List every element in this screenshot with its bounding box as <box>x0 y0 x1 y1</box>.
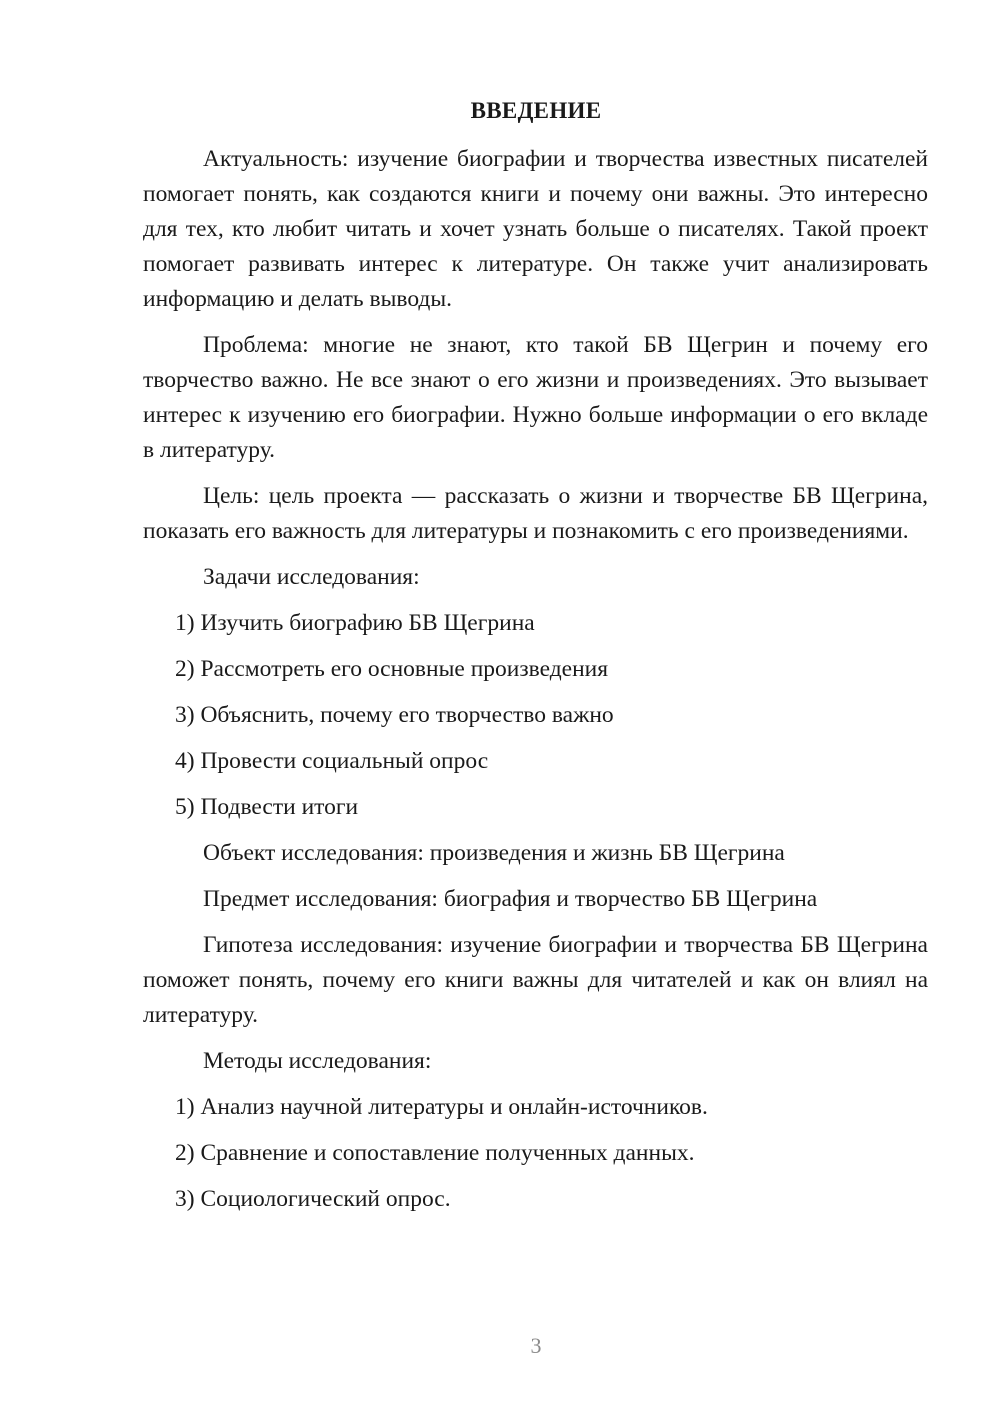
methods-label: Методы исследования: <box>203 1048 432 1074</box>
method-item: 3) Социологический опрос. <box>175 1186 451 1212</box>
method-item: 2) Сравнение и сопоставление полученных данных. <box>175 1140 695 1166</box>
task-item: 3) Объяснить, почему его творчество важно <box>175 702 614 728</box>
research-object: Объект исследования: произведения и жизнь БВ Щегрина <box>203 840 785 866</box>
task-item: 2) Рассмотреть его основные произведения <box>175 656 609 682</box>
task-item: 4) Провести социальный опрос <box>175 748 489 774</box>
task-item: 5) Подвести итоги <box>175 794 359 820</box>
task-item: 1) Изучить биографию БВ Щегрина <box>175 610 535 636</box>
paragraph-problem: Проблема: многие не знают, кто такой БВ Щегрин и почему его творчество важно. Не все знают о его жизни и произведениях. Это вызывает интерес к изучению его биографии. Нужно больше информации о его вкладе в литературу. <box>143 332 928 463</box>
tasks-label: Задачи исследования: <box>203 564 420 590</box>
page-title: ВВЕДЕНИЕ <box>470 98 602 123</box>
body-text <box>143 142 928 1228</box>
method-item: 1) Анализ научной литературы и онлайн-источников. <box>175 1094 708 1120</box>
paragraph-relevance: Актуальность: изучение биографии и творчества известных писателей помогает понять, как создаются книги и почему они важны. Это интересно для тех, кто любит читать и хочет узнать больше о писателях. Такой проект помогает развивать интерес к литературе. Он также учит анализировать информацию и делать выводы. <box>143 146 928 312</box>
research-subject: Предмет исследования: биография и творчество БВ Щегрина <box>203 886 818 912</box>
page-number: 3 <box>530 1333 542 1358</box>
paragraph-hypothesis: Гипотеза исследования: изучение биографии и творчества БВ Щегрина поможет понять, почему его книги важны для читателей и как он влиял на литературу. <box>143 932 928 1028</box>
paragraph-goal: Цель: цель проекта — рассказать о жизни и творчестве БВ Щегрина, показать его важность для литературы и познакомить с его произведениями. <box>143 483 928 544</box>
